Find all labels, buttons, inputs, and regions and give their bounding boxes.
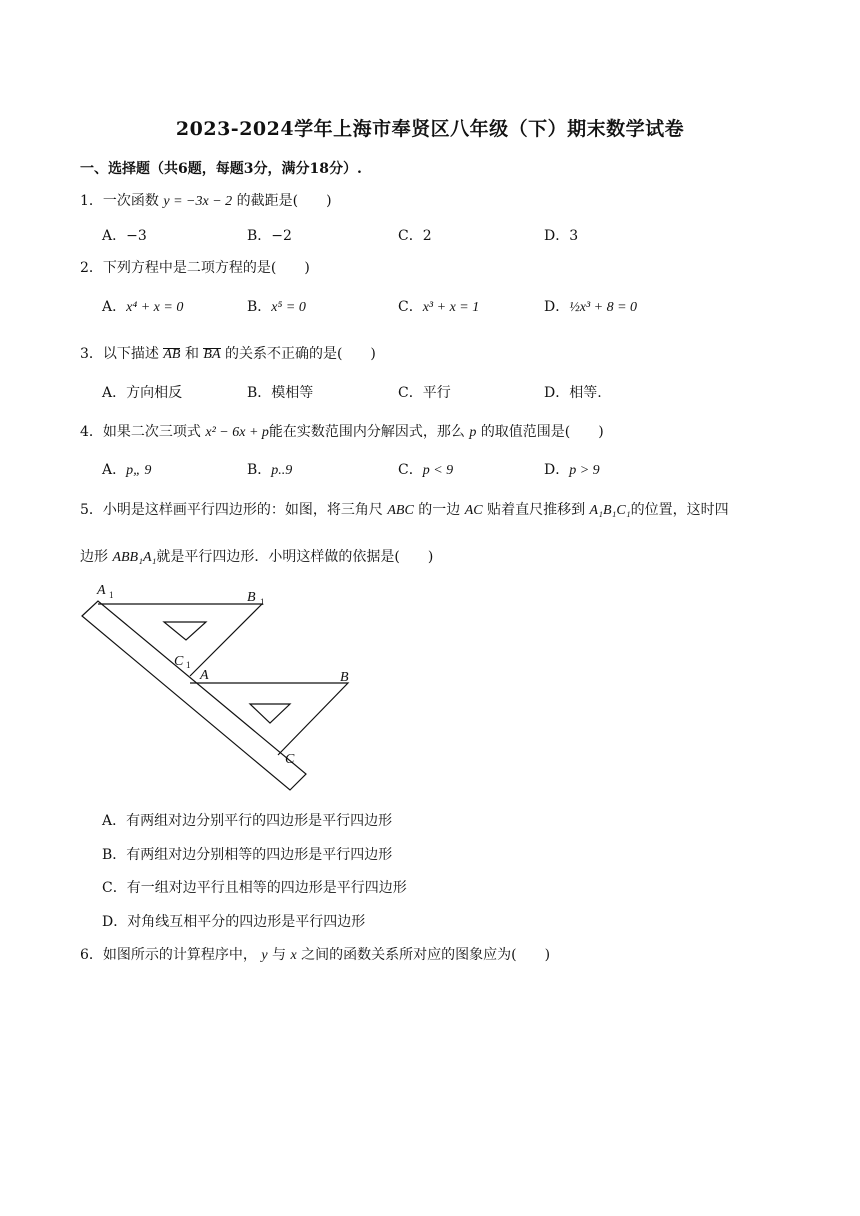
option-b[interactable] bbox=[247, 296, 306, 316]
math-expression: y = −3x − 2 bbox=[163, 194, 233, 209]
question-text: 的取值范围是( ) bbox=[480, 424, 604, 440]
triangle-hole-upper bbox=[164, 622, 206, 640]
math-expression: p > 9 bbox=[569, 463, 600, 478]
option-a[interactable] bbox=[102, 296, 183, 316]
question-number: 1． bbox=[80, 193, 103, 209]
option-c[interactable] bbox=[398, 459, 453, 479]
question-number: 5． bbox=[80, 502, 103, 518]
math-expression: p..9 bbox=[271, 463, 293, 478]
question-3 bbox=[80, 343, 376, 363]
quadrilateral-abb1a1: ABB₁A₁ bbox=[112, 550, 157, 565]
label-a: A bbox=[200, 668, 209, 683]
triangle-hole-lower bbox=[250, 704, 290, 723]
math-expression: x³ + x = 1 bbox=[422, 300, 480, 315]
question-text: 与 bbox=[272, 947, 287, 963]
question-text: 如果二次三项式 bbox=[102, 424, 201, 440]
page-title: 2023-2024学年上海市奉贤区八年级（下）期末数学试卷 bbox=[175, 118, 685, 140]
option-letter: B． bbox=[247, 299, 272, 315]
question-2 bbox=[80, 257, 310, 277]
question-5-line-1 bbox=[80, 499, 729, 519]
question-text: 的一边 bbox=[418, 502, 461, 518]
option-letter: D． bbox=[544, 299, 570, 315]
option-d[interactable]: D．相等. bbox=[544, 385, 602, 401]
variable-p: p bbox=[469, 425, 477, 440]
question-text: 贴着直尺推移到 bbox=[487, 502, 586, 518]
triangle-a1b1c1: A₁B₁C₁ bbox=[589, 503, 631, 518]
side-ac: AC bbox=[464, 503, 483, 518]
option-d[interactable]: D．3 bbox=[544, 228, 579, 244]
option-b[interactable] bbox=[247, 459, 292, 479]
label-c1-sub: 1 bbox=[186, 660, 191, 670]
question-number: 4． bbox=[80, 424, 103, 440]
option-letter: C． bbox=[398, 462, 423, 478]
variable-x: x bbox=[290, 948, 297, 963]
question-text: 的截距是( ) bbox=[236, 193, 332, 209]
vector-ab: AB bbox=[163, 347, 181, 362]
option-a[interactable]: A．方向相反 bbox=[102, 385, 183, 401]
label-a1-sub: 1 bbox=[109, 590, 114, 600]
question-number: 2． bbox=[80, 260, 103, 276]
question-text: 如图所示的计算程序中， bbox=[102, 947, 257, 963]
ruler bbox=[82, 601, 306, 790]
question-5-line-2 bbox=[80, 546, 433, 566]
question-text: 边形 bbox=[80, 549, 108, 565]
option-c[interactable]: C．平行 bbox=[398, 385, 451, 401]
question-6 bbox=[80, 944, 550, 964]
triangle-abc bbox=[190, 683, 348, 755]
ruler-triangle-figure bbox=[78, 578, 368, 798]
question-text: 以下描述 bbox=[102, 346, 159, 362]
question-text: 下列方程中是二项方程的是( ) bbox=[102, 260, 310, 276]
option-letter: C． bbox=[398, 299, 423, 315]
question-text: 能在实数范围内分解因式，那么 bbox=[268, 424, 465, 440]
variable-y: y bbox=[261, 948, 268, 963]
question-1 bbox=[80, 190, 332, 210]
math-expression: x⁵ = 0 bbox=[271, 300, 306, 315]
question-text: 小明是这样画平行四边形的：如图，将三角尺 bbox=[102, 502, 383, 518]
math-expression: x² − 6x + p bbox=[205, 425, 269, 440]
option-c[interactable]: C．有一组对边平行且相等的四边形是平行四边形 bbox=[102, 880, 407, 896]
question-text: 之间的函数关系所对应的图象应为( ) bbox=[301, 947, 551, 963]
question-4 bbox=[80, 421, 604, 441]
vector-ba: BA bbox=[203, 347, 221, 362]
triangle-abc: ABC bbox=[387, 503, 414, 518]
math-expression: p < 9 bbox=[422, 463, 454, 478]
option-d[interactable]: D．对角线互相平分的四边形是平行四边形 bbox=[102, 914, 366, 930]
math-expression: ½x³ + 8 = 0 bbox=[569, 300, 638, 315]
option-b[interactable]: B．−2 bbox=[247, 228, 292, 244]
label-b1-sub: 1 bbox=[260, 597, 265, 607]
option-d[interactable] bbox=[544, 459, 600, 479]
option-letter: B． bbox=[247, 462, 272, 478]
question-number: 3． bbox=[80, 346, 103, 362]
question-text: 的位置，这时四 bbox=[630, 502, 729, 518]
math-expression: p„ 9 bbox=[126, 463, 152, 478]
label-b1: B bbox=[247, 590, 256, 605]
label-c: C bbox=[285, 752, 295, 767]
question-text: 就是平行四边形．小明这样做的依据是( ) bbox=[156, 549, 434, 565]
option-b[interactable]: B．模相等 bbox=[247, 385, 314, 401]
option-b[interactable]: B．有两组对边分别相等的四边形是平行四边形 bbox=[102, 847, 393, 863]
option-d[interactable] bbox=[544, 296, 637, 316]
option-letter: D． bbox=[544, 462, 570, 478]
label-a1: A bbox=[97, 583, 106, 598]
option-letter: A． bbox=[102, 462, 127, 478]
option-a[interactable]: A．有两组对边分别平行的四边形是平行四边形 bbox=[102, 813, 393, 829]
option-c[interactable]: C．2 bbox=[398, 228, 432, 244]
question-text: 一次函数 bbox=[102, 193, 159, 209]
question-text: 的关系不正确的是( ) bbox=[224, 346, 376, 362]
option-a[interactable] bbox=[102, 459, 151, 479]
option-a[interactable]: A．−3 bbox=[102, 228, 147, 244]
label-b: B bbox=[340, 670, 349, 685]
option-c[interactable] bbox=[398, 296, 479, 316]
section-heading: 一、选择题（共6题，每题3分，满分18分）. bbox=[80, 161, 362, 177]
question-number: 6． bbox=[80, 947, 103, 963]
label-c1: C bbox=[174, 654, 184, 669]
question-text: 和 bbox=[184, 346, 199, 362]
option-letter: A． bbox=[102, 299, 127, 315]
math-expression: x⁴ + x = 0 bbox=[126, 300, 184, 315]
